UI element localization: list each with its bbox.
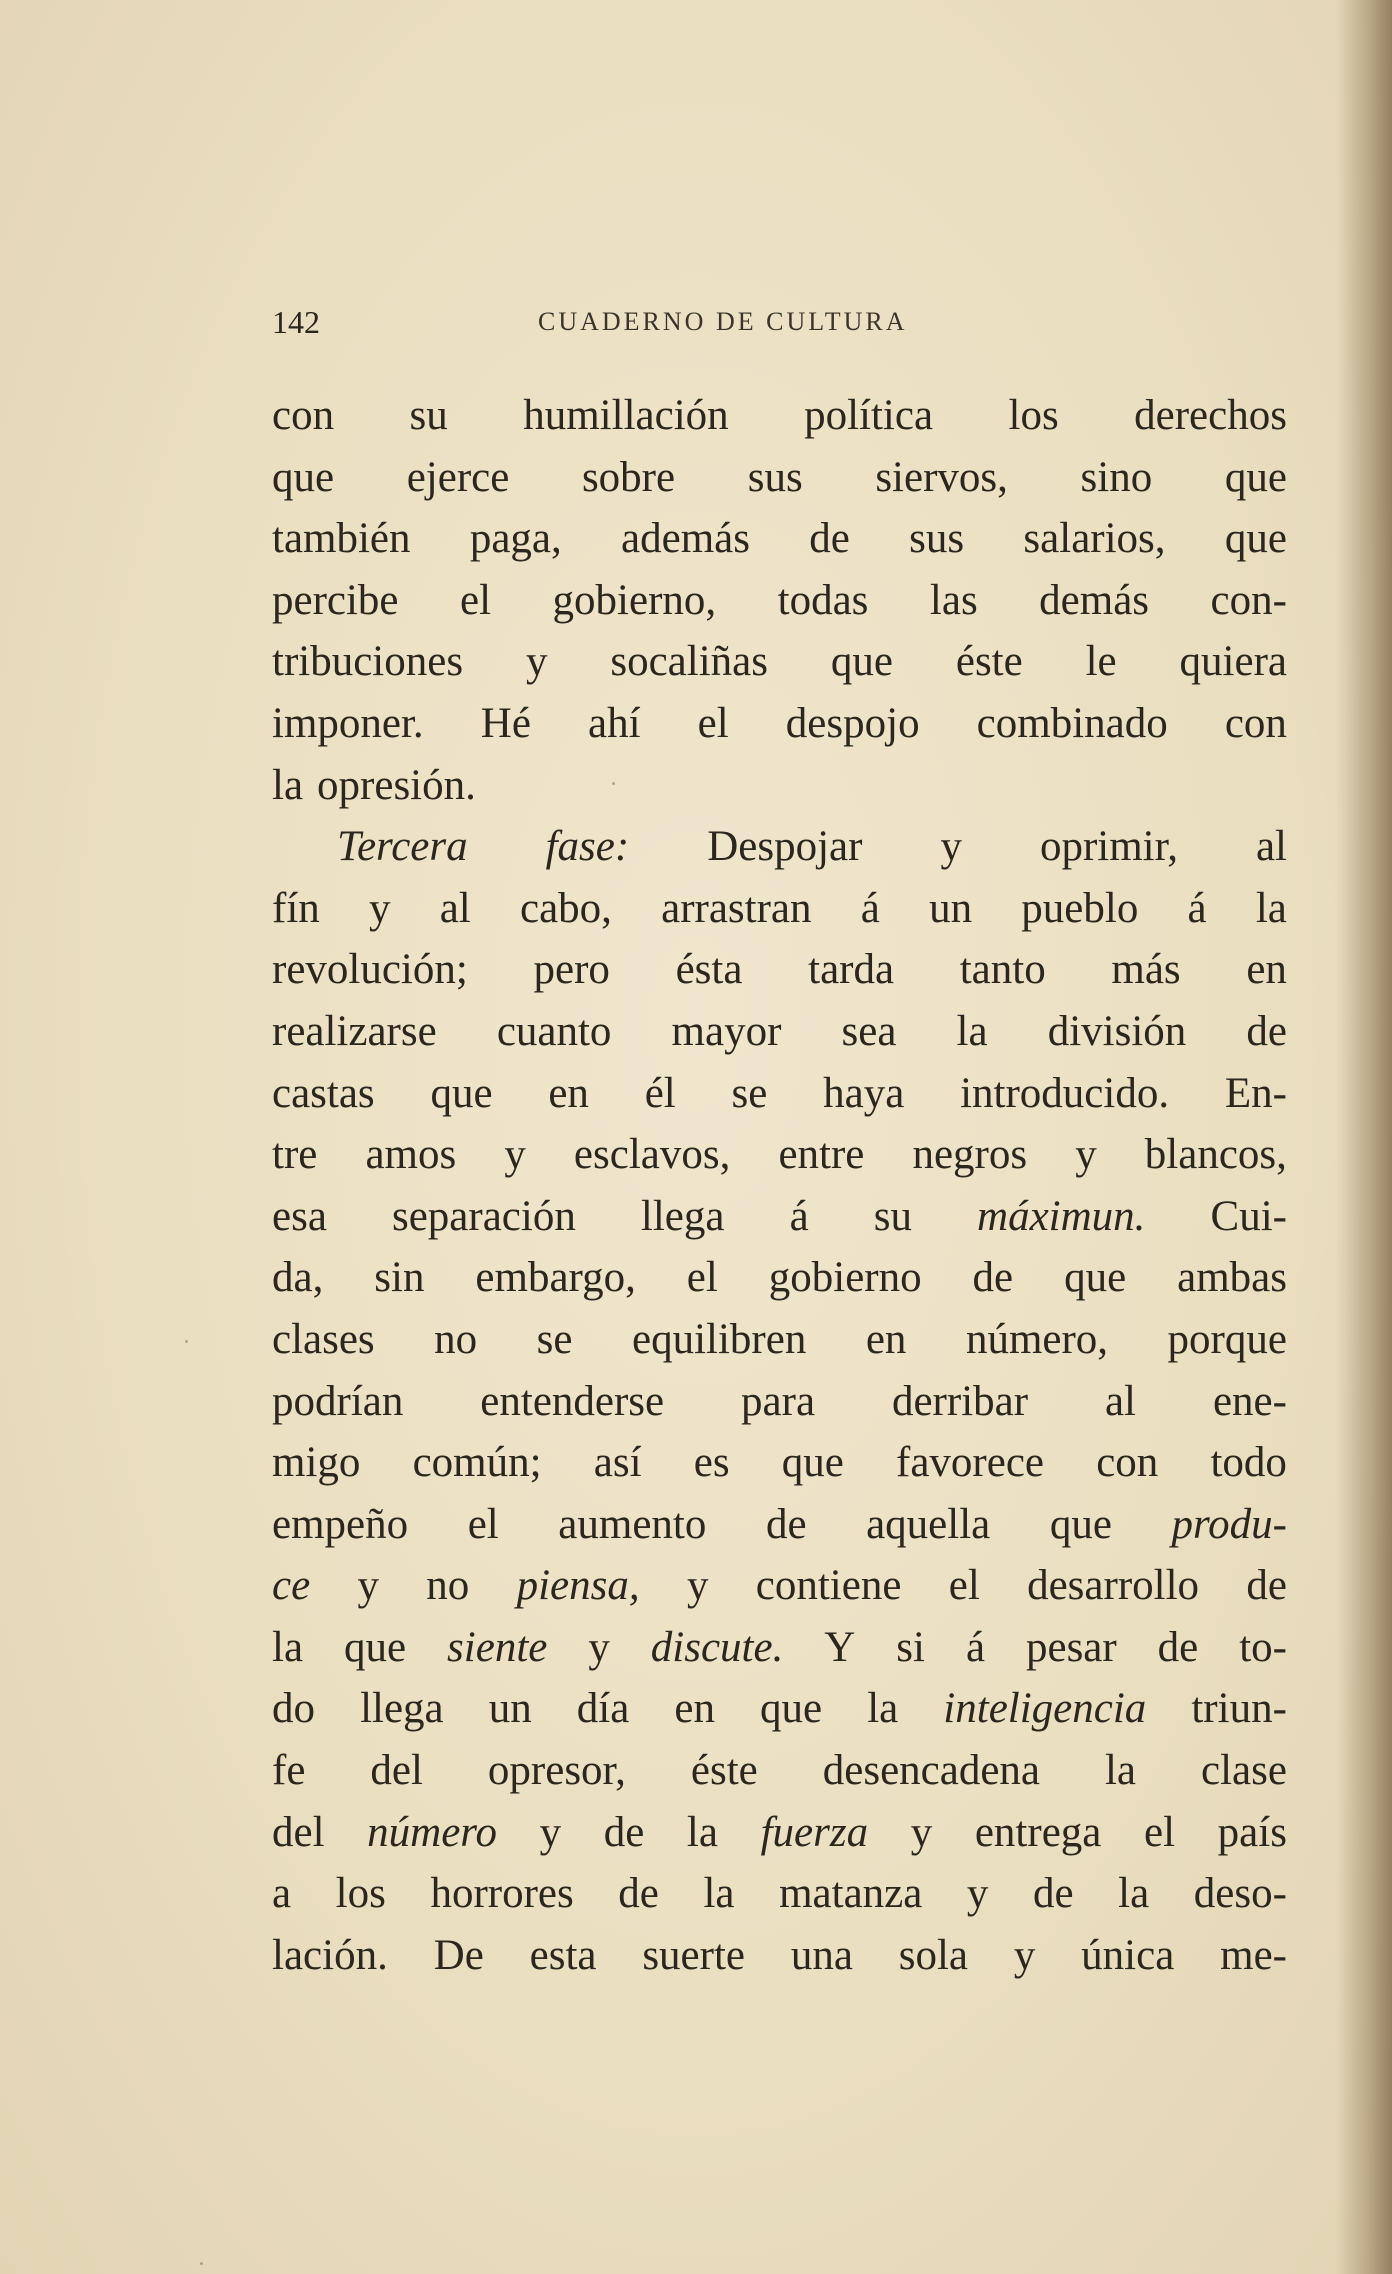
- word: se: [536, 1315, 573, 1363]
- word: inteligencia: [943, 1685, 1147, 1733]
- word: división: [1047, 1007, 1187, 1055]
- word: derechos: [1134, 392, 1287, 439]
- word: los: [1008, 392, 1059, 439]
- word: favorece: [896, 1439, 1045, 1487]
- word: paga,: [469, 515, 562, 563]
- word: Tercera: [337, 823, 468, 871]
- text-line: [272, 447, 1287, 509]
- word: el: [948, 1562, 980, 1610]
- word: de: [765, 1500, 807, 1548]
- word: de: [1033, 1870, 1074, 1918]
- word: esa: [272, 1192, 327, 1240]
- text-line: [272, 816, 1287, 878]
- word: que: [781, 1439, 844, 1487]
- word: castas: [272, 1069, 375, 1117]
- word: socaliñas: [610, 638, 768, 686]
- word: esta: [529, 1931, 597, 1979]
- word: y: [1013, 1931, 1036, 1979]
- word: con-: [1210, 576, 1287, 624]
- running-title: CUADERNO DE CULTURA: [538, 307, 908, 336]
- word: sin: [374, 1254, 425, 1302]
- word: clase: [1201, 1747, 1287, 1795]
- word: en: [674, 1685, 715, 1733]
- word: quiera: [1179, 638, 1287, 686]
- word: de: [809, 515, 850, 563]
- word: Hé: [480, 699, 531, 747]
- word: tanto: [959, 946, 1046, 994]
- word: el: [460, 576, 492, 624]
- word: y: [910, 1808, 933, 1856]
- word: y: [525, 638, 548, 686]
- text-line: [272, 878, 1287, 940]
- text-line: [272, 1802, 1287, 1864]
- word: la: [1104, 1747, 1137, 1795]
- word: que: [430, 1069, 493, 1117]
- word: para: [741, 1377, 816, 1425]
- word: introducido.: [960, 1069, 1170, 1117]
- word: sea: [841, 1007, 897, 1055]
- word: entrega: [974, 1808, 1102, 1856]
- word: blancos,: [1144, 1131, 1287, 1179]
- page-number: 142: [272, 304, 320, 340]
- word: horrores: [430, 1870, 574, 1918]
- word: haya: [823, 1069, 905, 1117]
- word: realizarse: [272, 1007, 437, 1055]
- word: y: [966, 1870, 989, 1918]
- text-line: [272, 1617, 1287, 1679]
- word: negros: [912, 1131, 1028, 1179]
- text-line: [272, 1925, 1287, 1987]
- word: de: [1157, 1623, 1199, 1671]
- word: lación.: [272, 1931, 388, 1979]
- word: fín: [272, 884, 320, 932]
- word: piensa,: [516, 1562, 640, 1610]
- body-text: [272, 385, 1287, 1986]
- word: la: [686, 1808, 718, 1856]
- word: pero: [533, 946, 610, 994]
- word: en: [1246, 946, 1287, 994]
- word: del: [370, 1747, 423, 1795]
- word: oprimir,: [1039, 823, 1178, 871]
- word: matanza: [779, 1870, 923, 1918]
- word: arrastran: [661, 884, 812, 932]
- word: salarios,: [1023, 515, 1166, 563]
- word: los: [335, 1870, 386, 1918]
- word: la: [956, 1007, 988, 1055]
- word: que: [1224, 453, 1287, 501]
- word: entre: [778, 1131, 865, 1179]
- word: que: [1049, 1500, 1112, 1548]
- word: el: [697, 699, 729, 747]
- word: tribuciones: [272, 638, 464, 686]
- text-line: [272, 693, 1287, 755]
- word: siente: [447, 1623, 548, 1671]
- word: no: [426, 1562, 470, 1610]
- word: pesar: [1025, 1623, 1117, 1671]
- word: desencadena: [822, 1747, 1040, 1795]
- word: su: [873, 1192, 912, 1240]
- word: la: [272, 1623, 304, 1671]
- word: á: [789, 1192, 809, 1240]
- word: país: [1217, 1808, 1287, 1856]
- word: se: [731, 1069, 768, 1117]
- text-line: [272, 1309, 1287, 1371]
- word: percibe: [272, 576, 399, 624]
- word: migo: [272, 1439, 361, 1487]
- word: de: [1246, 1007, 1287, 1055]
- word: es: [693, 1439, 730, 1487]
- word: un: [488, 1685, 532, 1733]
- word: porque: [1167, 1315, 1287, 1363]
- word: la: [1255, 884, 1287, 932]
- word: deso-: [1193, 1870, 1287, 1918]
- text-line: [272, 1063, 1287, 1125]
- word: del: [272, 1808, 325, 1856]
- word: sino: [1080, 453, 1153, 501]
- text-line: [272, 1494, 1287, 1556]
- word: Cui-: [1210, 1192, 1287, 1240]
- word: aquella: [866, 1500, 991, 1548]
- word: que: [830, 638, 893, 686]
- word: opresor,: [487, 1747, 626, 1795]
- word: á: [965, 1623, 986, 1671]
- word: con: [1096, 1439, 1159, 1487]
- word: éste: [955, 638, 1023, 686]
- word: de: [972, 1254, 1014, 1302]
- word: fuerza: [760, 1808, 869, 1856]
- word: cabo,: [519, 884, 612, 932]
- text-line: [272, 570, 1287, 632]
- word: ce: [272, 1562, 311, 1610]
- word: humillación: [523, 392, 729, 439]
- word: derribar: [891, 1377, 1029, 1425]
- word: Despojar: [707, 823, 863, 871]
- word: contiene: [755, 1562, 902, 1610]
- word: la: [1118, 1870, 1150, 1918]
- word: política: [804, 392, 934, 439]
- word: ésta: [675, 946, 743, 994]
- word: imponer.: [272, 699, 424, 747]
- paper-speck: [200, 2262, 203, 2265]
- word: desarrollo: [1027, 1562, 1200, 1610]
- word: todo: [1210, 1439, 1287, 1487]
- word: podrían: [272, 1377, 404, 1425]
- word: despojo: [785, 699, 920, 747]
- word: y: [1075, 1131, 1097, 1179]
- word: su: [409, 392, 448, 439]
- word: suerte: [642, 1931, 745, 1979]
- text-line: [272, 1555, 1287, 1617]
- text-line: [272, 1863, 1287, 1925]
- word: aumento: [558, 1500, 707, 1548]
- word: ejerce: [406, 453, 510, 501]
- text-line: [272, 939, 1287, 1001]
- word: un: [929, 884, 973, 932]
- word: gobierno: [768, 1254, 922, 1302]
- word: gobierno,: [552, 576, 717, 624]
- word: ahí: [588, 699, 641, 747]
- word: las: [929, 576, 978, 624]
- word: día: [576, 1685, 630, 1733]
- word: equilibren: [632, 1315, 807, 1363]
- word: que: [344, 1623, 407, 1671]
- text-line: [272, 508, 1287, 570]
- word: tre: [272, 1131, 318, 1179]
- word: Y: [824, 1623, 856, 1671]
- word: una: [790, 1931, 853, 1979]
- word: da,: [272, 1254, 324, 1302]
- word: De: [433, 1931, 484, 1979]
- paper-speck: [185, 1340, 188, 1343]
- word: y: [504, 1131, 526, 1179]
- word: sola: [898, 1931, 969, 1979]
- word: éste: [690, 1747, 758, 1795]
- word: al: [1255, 823, 1287, 871]
- word: sus: [909, 515, 965, 563]
- text-line: [272, 1001, 1287, 1063]
- word: y: [357, 1562, 379, 1610]
- word: si: [896, 1623, 925, 1671]
- word: más: [1111, 946, 1181, 994]
- word: y: [539, 1808, 562, 1856]
- word: de: [618, 1870, 659, 1918]
- word: la: [272, 761, 304, 809]
- word: máximun.: [977, 1192, 1146, 1240]
- word: sus: [747, 453, 803, 501]
- word: revolución;: [272, 946, 468, 994]
- word: clases: [272, 1315, 375, 1363]
- word: opresión.: [317, 761, 476, 809]
- word: esclavos,: [573, 1131, 731, 1179]
- word: triun-: [1191, 1685, 1287, 1733]
- text-line: [272, 1740, 1287, 1802]
- word: el: [467, 1500, 499, 1548]
- page-edge-shadow: [1336, 0, 1392, 2274]
- text-line: [272, 385, 1287, 447]
- text-line: [272, 1124, 1287, 1186]
- word: de: [1246, 1562, 1287, 1610]
- word: ene-: [1212, 1377, 1287, 1425]
- word: discute.: [650, 1623, 784, 1671]
- word: ambas: [1177, 1254, 1287, 1302]
- word: amos: [365, 1131, 457, 1179]
- word: al: [439, 884, 471, 932]
- word: y: [369, 884, 391, 932]
- word: todas: [777, 576, 869, 624]
- word: do: [272, 1685, 315, 1733]
- word: le: [1085, 638, 1117, 686]
- word: de: [603, 1808, 645, 1856]
- word: que: [1224, 515, 1287, 563]
- word: no: [434, 1315, 478, 1363]
- word: a: [272, 1870, 292, 1918]
- word: En-: [1224, 1069, 1287, 1117]
- text-line: [272, 1432, 1287, 1494]
- word: que: [1064, 1254, 1127, 1302]
- word: así: [593, 1439, 642, 1487]
- word: pueblo: [1021, 884, 1139, 932]
- word: él: [644, 1069, 676, 1117]
- word: también: [272, 515, 411, 563]
- text-line: [272, 755, 1287, 817]
- word: y: [686, 1562, 709, 1610]
- word: común;: [412, 1439, 542, 1487]
- word: en: [548, 1069, 589, 1117]
- word: á: [860, 884, 880, 932]
- word: que: [760, 1685, 823, 1733]
- word: to-: [1239, 1623, 1287, 1671]
- word: fe: [272, 1747, 306, 1795]
- word: mayor: [671, 1007, 782, 1055]
- word: sobre: [581, 453, 676, 501]
- word: demás: [1039, 576, 1150, 624]
- word: tarda: [808, 946, 895, 994]
- word: produ-: [1171, 1500, 1287, 1548]
- word: al: [1104, 1377, 1137, 1425]
- paper-speck: [612, 782, 615, 785]
- word: llega: [640, 1192, 725, 1240]
- word: con: [1224, 699, 1287, 747]
- word: el: [1144, 1808, 1176, 1856]
- word: además: [621, 515, 750, 563]
- word: empeño: [272, 1500, 409, 1548]
- word: la: [867, 1685, 899, 1733]
- text-line: [272, 1247, 1287, 1309]
- word: siervos,: [875, 453, 1008, 501]
- word: separación: [391, 1192, 576, 1240]
- word: fase:: [545, 823, 630, 871]
- word: única: [1081, 1931, 1175, 1979]
- word: en: [865, 1315, 907, 1363]
- text-line: [272, 631, 1287, 693]
- running-head: [272, 300, 1287, 344]
- word: que: [272, 453, 335, 501]
- word: á: [1187, 884, 1207, 932]
- text-line: [272, 1186, 1287, 1248]
- text-line: [272, 1371, 1287, 1433]
- word: combinado: [976, 699, 1168, 747]
- word: me-: [1220, 1931, 1287, 1979]
- word: número: [367, 1808, 497, 1856]
- word: el: [686, 1254, 718, 1302]
- word: cuanto: [496, 1007, 612, 1055]
- word: número,: [965, 1315, 1109, 1363]
- word: entenderse: [480, 1377, 665, 1425]
- text-line: [272, 1678, 1287, 1740]
- word: llega: [360, 1685, 444, 1733]
- word: embargo,: [475, 1254, 636, 1302]
- word: con: [272, 392, 335, 439]
- word: la: [703, 1870, 735, 1918]
- word: y: [940, 823, 962, 871]
- word: y: [588, 1623, 610, 1671]
